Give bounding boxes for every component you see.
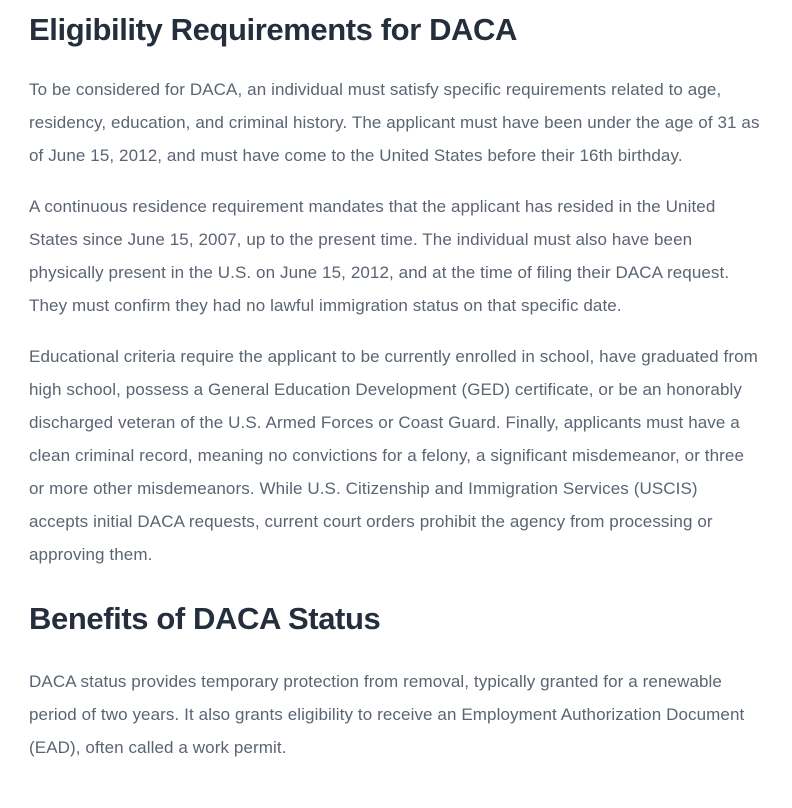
paragraph-educational-criteria: Educational criteria require the applicant to be currently enrolled in school, have graduated from high school, possess a General Education Development (GED) certificate, or be an honorably discharged veteran of the U.S. Armed Forces or Coast Guard. Finally, applicants must have a clean criminal record, meaning no convictions for a felony, a significant misdemeanor, or three or more other misdemeanors. While U.S. Citizenship and Immigration Services (USCIS) accepts initial DACA requests, current court orders prohibit the agency from processing or approving them. [29, 347, 758, 564]
paragraph-continuous-residence: A continuous residence requirement mandates that the applicant has resided in the United States since June 15, 2007, up to the present time. The individual must also have been physically present in the U.S. on June 15, 2012, and at the time of filing their DACA request. They must confirm they had no lawful immigration status on that specific date. [29, 197, 730, 315]
section-heading-eligibility-requirements: Eligibility Requirements for DACA [29, 12, 518, 47]
section-heading-benefits: Benefits of DACA Status [29, 601, 381, 636]
paragraph-eligibility-overview: To be considered for DACA, an individual must satisfy specific requirements related to age, residency, education, and criminal history. The applicant must have been under the age of 31 as of June 15, 2012, and must have come to the United States before their 16th birthday. [29, 80, 760, 165]
paragraph-benefits-overview: DACA status provides temporary protection from removal, typically granted for a renewable period of two years. It also grants eligibility to receive an Employment Authorization Document (EAD), often called a work permit. [29, 672, 745, 757]
